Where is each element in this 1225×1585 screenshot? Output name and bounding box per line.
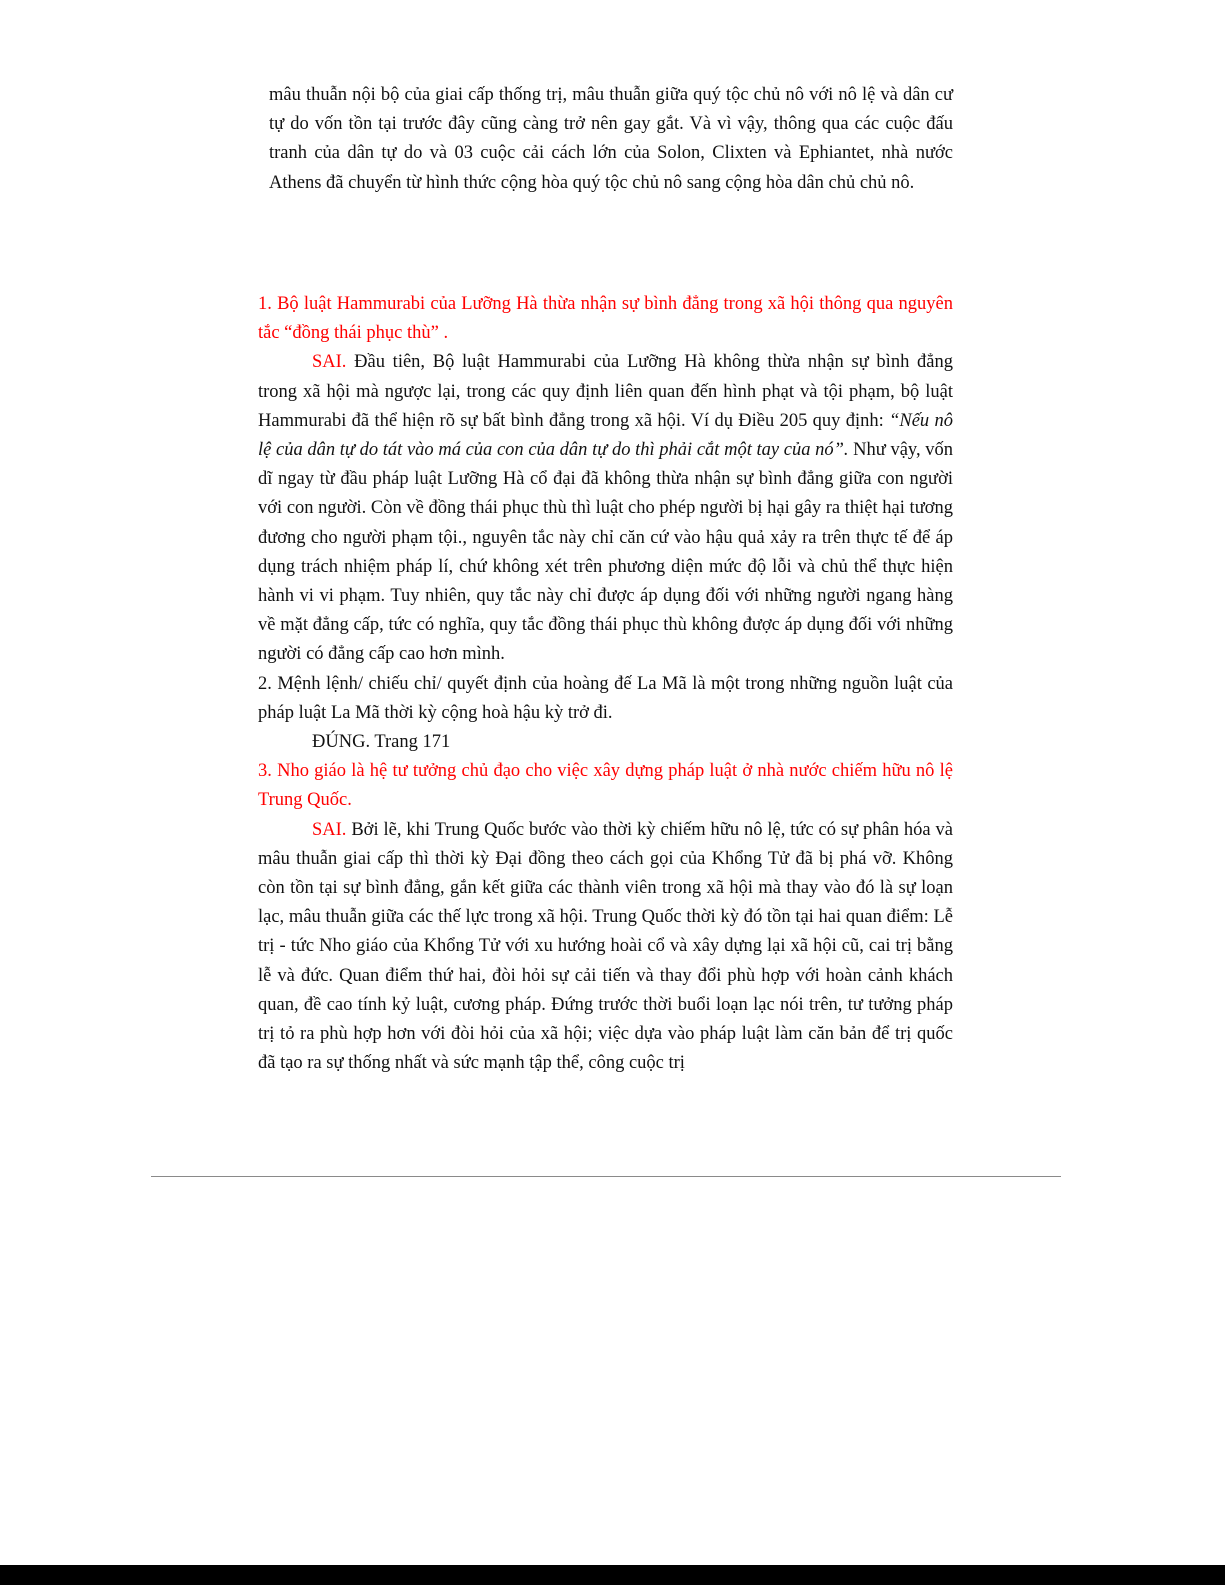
verdict-3: SAI. xyxy=(312,819,347,840)
answer-1 xyxy=(258,348,953,669)
intro-paragraph xyxy=(269,81,953,198)
question-3: 3. Nho giáo là hệ tư tưởng chủ đạo cho việc xây dựng pháp luật ở nhà nước chiếm hữu nô lệ Trung Quốc. xyxy=(258,761,953,811)
answer-1-quote: “Nếu nô lệ của dân tự do tát vào má của con của dân tự do thì phải cắt một tay của nó”. xyxy=(258,410,953,461)
question-2: 2. Mệnh lệnh/ chiếu chỉ/ quyết định của hoàng đế La Mã là một trong những nguồn luật của pháp luật La Mã thời kỳ cộng hoà hậu kỳ trở đi. xyxy=(258,673,953,723)
page-divider xyxy=(151,1176,1061,1177)
question-1: 1. Bộ luật Hammurabi của Lưỡng Hà thừa nhận sự bình đẳng trong xã hội thông qua nguyên tắc “đồng thái phục thù” . xyxy=(258,294,953,344)
answer-3-text: Bởi lẽ, khi Trung Quốc bước vào thời kỳ chiếm hữu nô lệ, tức có sự phân hóa và mâu thuẫn giai cấp thì thời kỳ Đại đồng theo cách gọi của Khổng Tử đã bị phá vỡ. Không còn tồn tại sự bình đẳng, gắn kết giữa các thành viên trong xã hội mà thay vào đó là sự loạn lạc, mâu thuẫn giữa các thế lực trong xã hội. Trung Quốc thời kỳ đó tồn tại hai quan điểm: Lễ trị - tức Nho giáo của Khổng Tử với xu hướng hoài cổ và xây dựng lại xã hội cũ, cai trị bằng lễ và đức. Quan điểm thứ hai, đòi hỏi sự cải tiến và thay đổi phù hợp với hoàn cảnh khách quan, đề cao tính kỷ luật, cương pháp. Đứng trước thời buổi loạn lạc nói trên, tư tưởng pháp trị tỏ ra phù hợp hơn với đòi hỏi của xã hội; việc dựa vào pháp luật làm căn bản để trị quốc đã tạo ra sự thống nhất và sức mạnh tập thể, công cuộc trị xyxy=(258,819,953,1074)
questions-section xyxy=(258,290,953,1078)
verdict-1: SAI. xyxy=(312,352,347,373)
page-bottom-edge xyxy=(0,1565,1225,1585)
answer-1-part2: Như vậy, vốn dĩ ngay từ đầu pháp luật Lưỡng Hà cổ đại đã không thừa nhận sự bình đẳng giữa con người với con người. Còn về đồng thái phục thù thì luật cho phép người bị hại gây ra thiệt hại tương đương cho người phạm tội., nguyên tắc này chỉ căn cứ vào hậu quả xảy ra trên thực tế để áp dụng trách nhiệm pháp lí, chứ không xét trên phương diện mức độ lỗi và chủ thể thực hiện hành vi vi phạm. Tuy nhiên, quy tắc này chỉ được áp dụng đối với những người ngang hàng về mặt đẳng cấp, tức có nghĩa, quy tắc đồng thái phục thù không được áp dụng đối với những người có đẳng cấp cao hơn mình. xyxy=(258,440,953,665)
answer-2: ĐÚNG. Trang 171 xyxy=(312,732,451,753)
answer-1-part1: Đầu tiên, Bộ luật Hammurabi của Lưỡng Hà không thừa nhận sự bình đẳng trong xã hội mà ngược lại, trong các quy định liên quan đến hình phạt và tội phạm, bộ luật Hammurabi đã thể hiện rõ sự bất bình đẳng trong xã hội. Ví dụ Điều 205 quy định: xyxy=(258,352,953,431)
intro-text: mâu thuẫn nội bộ của giai cấp thống trị, mâu thuẫn giữa quý tộc chủ nô với nô lệ và dân cư tự do vốn tồn tại trước đây cũng càng trở nên gay gắt. Và vì vậy, thông qua các cuộc đấu tranh của dân tự do và 03 cuộc cải cách lớn của Solon, Clixten và Ephiantet, nhà nước Athens đã chuyển từ hình thức cộng hòa quý tộc chủ nô sang cộng hòa dân chủ chủ nô. xyxy=(269,85,953,193)
answer-3 xyxy=(258,816,953,1079)
